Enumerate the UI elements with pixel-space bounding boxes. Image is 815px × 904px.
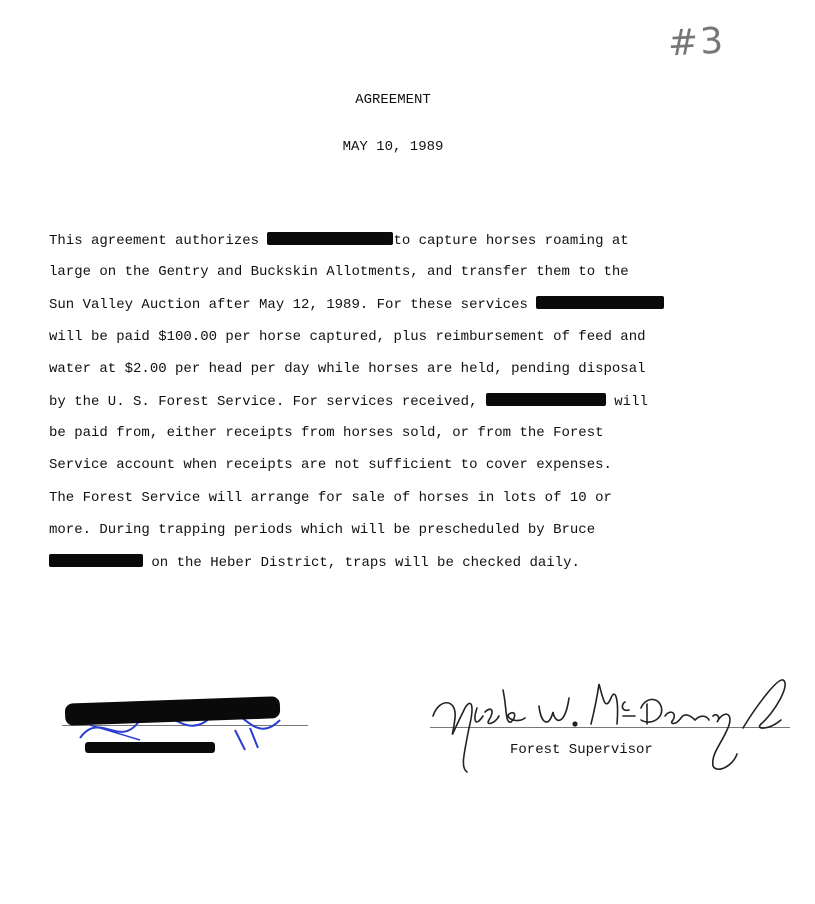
line-text: large on the Gentry and Buckskin Allotments, and transfer them to the xyxy=(49,264,629,281)
document-heading: AGREEMENT xyxy=(355,92,431,108)
line-text: will xyxy=(614,393,648,410)
document-date: MAY 10, 1989 xyxy=(342,139,444,155)
line-text: be paid from, either receipts from horses sold, or from the Forest xyxy=(49,425,604,442)
paragraph-line xyxy=(49,554,769,586)
redacted-signature xyxy=(60,690,320,760)
paragraph-line xyxy=(49,361,769,393)
line-text: Service account when receipts are not sufficient to cover expenses. xyxy=(49,457,612,474)
line-text: This agreement authorizes xyxy=(49,233,268,249)
redaction-box xyxy=(49,554,143,567)
paragraph-line xyxy=(49,329,769,361)
paragraph-line xyxy=(49,393,769,425)
line-text: to capture horses roaming at xyxy=(393,233,629,249)
redaction-box xyxy=(486,393,606,406)
supervisor-signature xyxy=(425,668,795,778)
line-text: by the U. S. Forest Service. For services received, xyxy=(49,393,486,410)
line-text: The Forest Service will arrange for sale of horses in lots of 10 or xyxy=(49,489,612,506)
line-text: on the Heber District, traps will be checked daily. xyxy=(151,554,580,571)
paragraph-line xyxy=(49,425,769,457)
paragraph-line xyxy=(49,296,769,328)
line-text: Sun Valley Auction after May 12, 1989. For these services xyxy=(49,297,537,314)
signatory-title: Forest Supervisor xyxy=(510,742,653,758)
paragraph-line xyxy=(49,522,769,554)
agreement-body xyxy=(49,232,769,586)
redaction-box xyxy=(267,232,393,245)
paragraph-line xyxy=(49,264,769,296)
paragraph-line xyxy=(49,232,769,264)
line-text: more. During trapping periods which will be prescheduled by Bruce xyxy=(49,521,596,538)
page-number-mark: #3 xyxy=(666,20,727,65)
line-text: will be paid $100.00 per horse captured, plus reimbursement of feed and xyxy=(49,328,646,345)
line-text: water at $2.00 per head per day while horses are held, pending disposal xyxy=(49,360,646,377)
paragraph-line xyxy=(49,457,769,489)
redaction-box xyxy=(536,296,664,309)
paragraph-line xyxy=(49,490,769,522)
